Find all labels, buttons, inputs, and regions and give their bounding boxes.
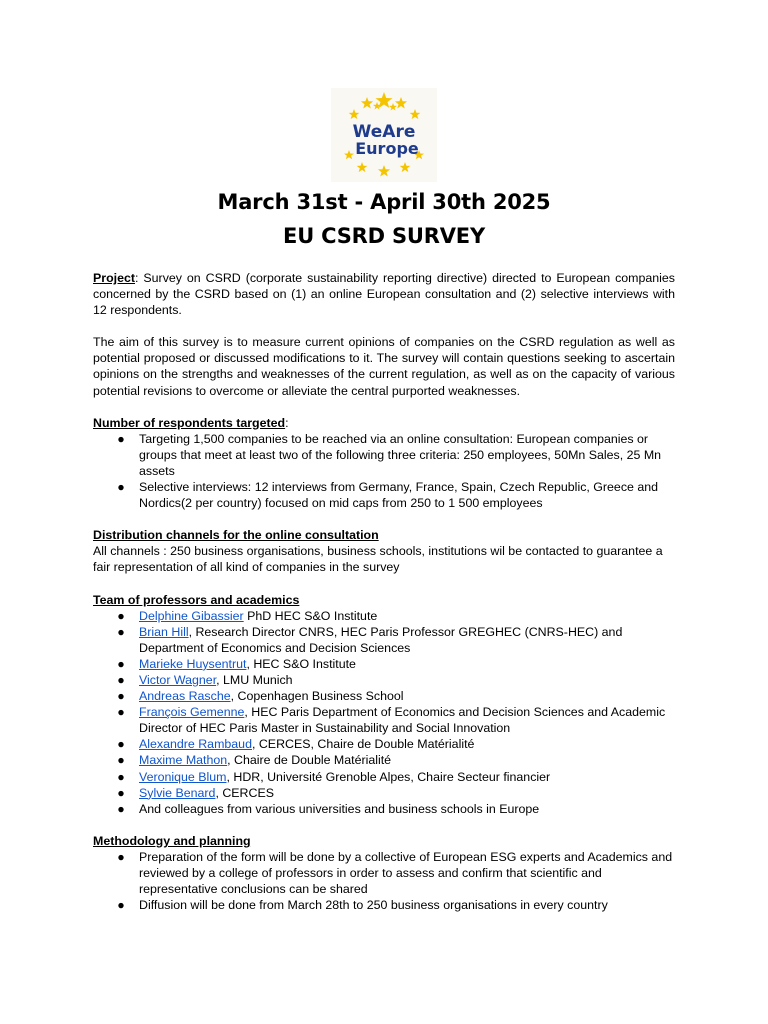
- respondents-heading: Number of respondents targeted: [93, 415, 286, 430]
- list-item: [93, 479, 675, 511]
- respondents-heading-line: [93, 415, 675, 431]
- list-item: [93, 688, 675, 704]
- distribution-heading-line: [93, 527, 675, 543]
- bullet-icon: ●: [117, 849, 125, 864]
- list-item: [93, 849, 675, 897]
- list-item: [93, 785, 675, 801]
- bullet-icon: ●: [117, 656, 125, 671]
- logo-line-1: WeAre: [352, 122, 416, 142]
- bullet-icon: ●: [117, 480, 125, 495]
- weareeurope-logo: [331, 88, 437, 182]
- bullet-icon: ●: [117, 801, 125, 816]
- distribution-text: All channels : 250 business organisations, business schools, institutions wil be contacted to guarantee a fair representation of all kind of companies in the survey: [93, 544, 663, 575]
- list-item: [93, 624, 675, 656]
- bullet-icon: ●: [117, 753, 125, 768]
- member-role: , HDR, Université Grenoble Alpes, Chaire Secteur financier: [226, 769, 551, 784]
- logo-graphic: [331, 88, 437, 182]
- logo-line-2: Europe: [355, 139, 419, 158]
- member-link-alexandre-rambaud[interactable]: Alexandre Rambaud: [139, 737, 252, 752]
- project-paragraph: [93, 270, 675, 318]
- member-link-maxime-mathon[interactable]: Maxime Mathon: [139, 753, 228, 768]
- methodology-item-text: Diffusion will be done from March 28th to 250 business organisations in every country: [139, 898, 608, 913]
- bullet-icon: ●: [117, 898, 125, 913]
- list-item: [93, 672, 675, 688]
- bullet-icon: ●: [117, 608, 125, 623]
- methodology-heading: Methodology and planning: [93, 833, 251, 848]
- respondents-item-text: Selective interviews: 12 interviews from Germany, France, Spain, Czech Republic, Greece and Nordics(2 per country) focused on mid caps from 250 to 1 500 employees: [139, 480, 659, 511]
- list-item: [93, 431, 675, 479]
- team-list: [93, 608, 675, 817]
- member-role: , LMU Munich: [216, 672, 293, 687]
- document-date-title: March 31st - April 30th 2025: [217, 190, 551, 214]
- respondents-colon: :: [285, 415, 289, 430]
- methodology-heading-line: [93, 833, 675, 849]
- team-heading: Team of professors and academics: [93, 592, 300, 607]
- member-role: , Copenhagen Business School: [230, 689, 404, 704]
- member-role: , HEC S&O Institute: [246, 656, 356, 671]
- list-item: [93, 656, 675, 672]
- aim-paragraph: The aim of this survey is to measure current opinions of companies on the CSRD regulation as well as potential proposed or discussed modifications to it. The survey will contain questions seeking to ascertain opinions on the strengths and weaknesses of the current regulation, as well as on the capacity of various potential revisions to overcome or alleviate the central purported weaknesses.: [93, 335, 675, 398]
- member-link-marieke-huysentrut[interactable]: Marieke Huysentrut: [139, 656, 247, 671]
- list-item: [93, 769, 675, 785]
- member-role: , CERCES, Chaire de Double Matérialité: [251, 737, 475, 752]
- member-role: , CERCES: [215, 785, 274, 800]
- list-item: [93, 897, 675, 913]
- member-link-veronique-blum[interactable]: Veronique Blum: [139, 769, 227, 784]
- bullet-icon: ●: [117, 689, 125, 704]
- project-text: : Survey on CSRD (corporate sustainability reporting directive) directed to European companies concerned by the CSRD based on (1) an online European consultation and (2) selective interviews with 12 respondents.: [93, 271, 675, 318]
- document-body: [93, 270, 675, 913]
- methodology-list: [93, 849, 675, 913]
- list-item: [93, 736, 675, 752]
- member-role: , HEC Paris Department of Economics and Decision Sciences and Academic Director of HEC Paris Master in Sustainability and Social Innovation: [139, 705, 666, 736]
- list-item: [93, 752, 675, 768]
- list-item: [93, 704, 675, 736]
- member-link-victor-wagner[interactable]: Victor Wagner: [139, 672, 217, 687]
- member-link-delphine-gibassier[interactable]: Delphine Gibassier: [139, 608, 244, 623]
- bullet-icon: ●: [117, 705, 125, 720]
- bullet-icon: ●: [117, 672, 125, 687]
- member-role: , Chaire de Double Matérialité: [227, 753, 392, 768]
- document-survey-title: EU CSRD SURVEY: [283, 224, 485, 248]
- member-link-brian-hill[interactable]: Brian Hill: [139, 624, 189, 639]
- list-item: [93, 801, 675, 817]
- list-item: [93, 608, 675, 624]
- project-label: Project: [93, 271, 136, 285]
- team-heading-line: [93, 592, 675, 608]
- bullet-icon: ●: [117, 431, 125, 446]
- team-closing: And colleagues from various universities and business schools in Europe: [139, 801, 540, 816]
- respondents-item-text: Targeting 1,500 companies to be reached via an online consultation: European companies or groups that meet at least two of the following three criteria: 250 employees, 50Mn Sales, 25 Mn assets: [139, 431, 662, 478]
- bullet-icon: ●: [117, 624, 125, 639]
- respondents-list: [93, 431, 675, 511]
- member-role: PhD HEC S&O Institute: [243, 608, 378, 623]
- member-link-andreas-rasche[interactable]: Andreas Rasche: [139, 689, 231, 704]
- methodology-item-text: Preparation of the form will be done by a collective of European ESG experts and Academics and reviewed by a college of professors in order to assess and confirm that scientific and representative conclusions can be shared: [139, 849, 673, 897]
- bullet-icon: ●: [117, 785, 125, 800]
- member-link-francois-gemenne[interactable]: François Gemenne: [139, 705, 245, 720]
- bullet-icon: ●: [117, 737, 125, 752]
- bullet-icon: ●: [117, 769, 125, 784]
- member-link-sylvie-benard[interactable]: Sylvie Benard: [139, 785, 216, 800]
- distribution-heading: Distribution channels for the online consultation: [93, 528, 379, 543]
- member-role: , Research Director CNRS, HEC Paris Professor GREGHEC (CNRS-HEC) and Department of Economics and Decision Sciences: [139, 624, 623, 655]
